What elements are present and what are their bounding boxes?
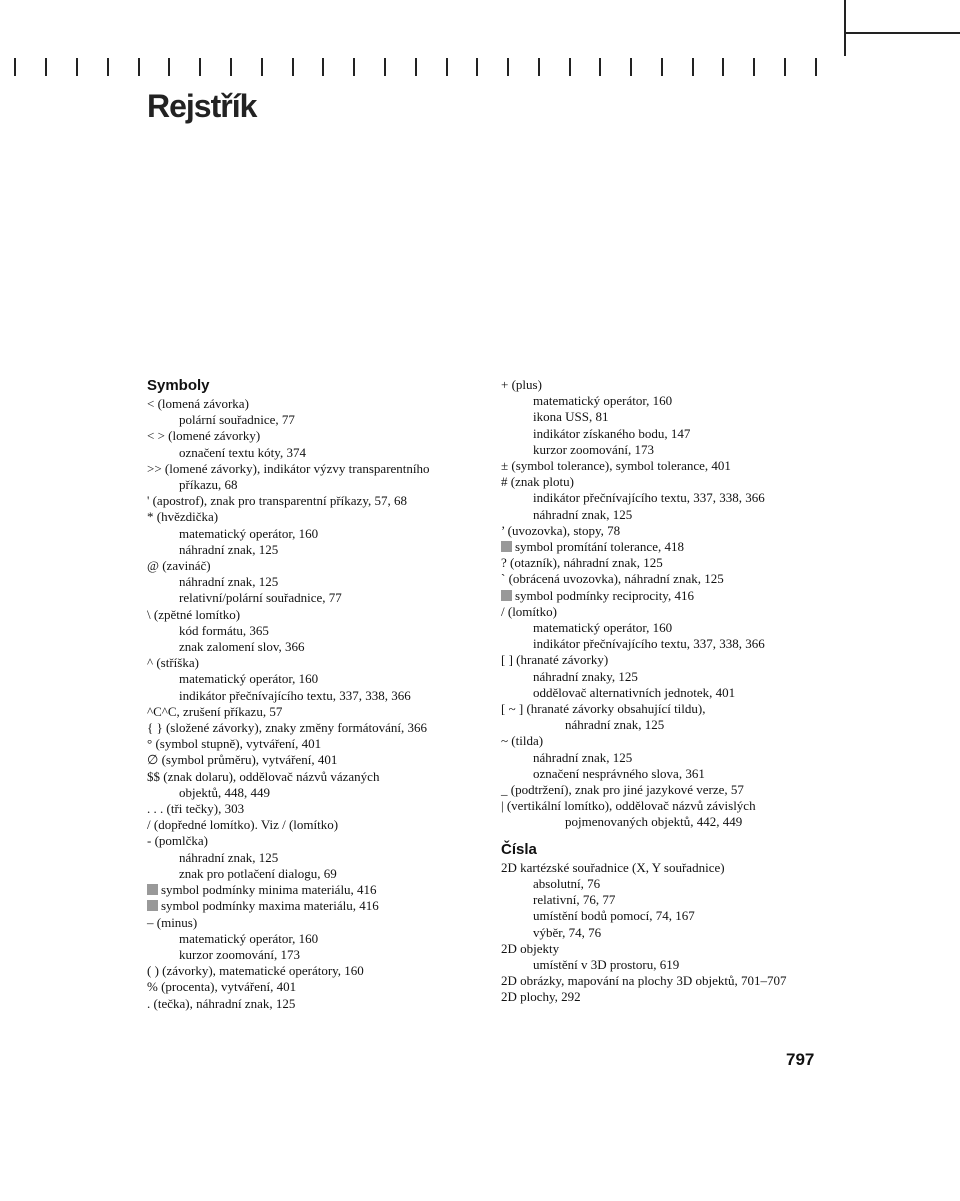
index-subentry: kurzor zoomování, 173 xyxy=(533,441,654,457)
index-entry: ’ (uvozovka), stopy, 78 xyxy=(501,522,621,538)
index-entry: % (procenta), vytváření, 401 xyxy=(147,979,297,995)
index-entry: – (minus) xyxy=(147,914,198,930)
index-subentry: indikátor přečnívajícího textu, 337, 338, 366 xyxy=(533,636,765,652)
index-subentry: náhradní znak, 125 xyxy=(179,849,279,865)
index-subentry: umístění bodů pomocí, 74, 167 xyxy=(533,908,695,924)
index-entry: >> (lomené závorky), indikátor výzvy transparentního xyxy=(147,460,430,476)
index-subentry: polární souřadnice, 77 xyxy=(179,412,295,428)
index-subentry: znak zalomení slov, 366 xyxy=(179,639,305,655)
index-entry: ^ (stříška) xyxy=(147,655,199,671)
index-entry: @ (zavináč) xyxy=(147,558,211,574)
index-entry-text: symbol podmínky minima materiálu, 416 xyxy=(161,882,377,898)
index-subentry: relativní/polární souřadnice, 77 xyxy=(179,590,342,606)
index-column-left xyxy=(147,377,477,1012)
index-subentry: kód formátu, 365 xyxy=(179,622,269,638)
index-entry: < > (lomené závorky) xyxy=(147,428,261,444)
index-entry: | (vertikální lomítko), oddělovač názvů závislých xyxy=(501,798,756,814)
index-subentry: umístění v 3D prostoru, 619 xyxy=(533,956,680,972)
index-column-right xyxy=(501,377,831,1006)
section-heading-symbols: Symboly xyxy=(147,377,210,394)
index-subentry: matematický operátor, 160 xyxy=(533,620,673,636)
index-subentry: označení nesprávného slova, 361 xyxy=(533,765,705,781)
index-entry-with-symbol xyxy=(147,882,477,898)
index-entry-with-symbol xyxy=(501,539,831,555)
index-subentry: výběr, 74, 76 xyxy=(533,924,602,940)
index-entry-continuation: náhradní znak, 125 xyxy=(565,717,665,733)
index-entry: / (dopředné lomítko). Viz / (lomítko) xyxy=(147,817,339,833)
gray-square-icon xyxy=(501,590,512,601)
trim-mark-vertical xyxy=(844,0,846,56)
index-entry: < (lomená závorka) xyxy=(147,396,249,411)
index-subentry: matematický operátor, 160 xyxy=(533,393,673,409)
index-entry: ° (symbol stupně), vytváření, 401 xyxy=(147,736,322,752)
index-entry: ' (apostrof), znak pro transparentní příkazy, 57, 68 xyxy=(147,493,407,509)
index-entry-continuation: příkazu, 68 xyxy=(179,477,238,493)
index-subentry: indikátor přečnívajícího textu, 337, 338, 366 xyxy=(533,490,765,506)
index-subentry: náhradní znaky, 125 xyxy=(533,668,638,684)
index-entry: 2D obrázky, mapování na plochy 3D objektů, 701–707 xyxy=(501,973,787,989)
index-subentry: náhradní znak, 125 xyxy=(533,749,633,765)
gray-square-icon xyxy=(147,884,158,895)
index-subentry: označení textu kóty, 374 xyxy=(179,444,306,460)
index-entry: 2D kartézské souřadnice (X, Y souřadnice) xyxy=(501,859,725,875)
gray-square-icon xyxy=(501,541,512,552)
index-entry: [ ] (hranaté závorky) xyxy=(501,652,609,668)
index-entry-text: symbol podmínky reciprocity, 416 xyxy=(515,587,694,603)
index-entry: / (lomítko) xyxy=(501,603,557,619)
index-entry: { } (složené závorky), znaky změny formátování, 366 xyxy=(147,720,427,736)
index-entry: - (pomlčka) xyxy=(147,833,209,849)
index-entry: $$ (znak dolaru), oddělovač názvů vázaných xyxy=(147,768,380,784)
page-number: 797 xyxy=(786,1050,815,1069)
section-heading-numbers: Čísla xyxy=(501,840,537,858)
index-subentry: náhradní znak, 125 xyxy=(179,541,279,557)
index-entry: * (hvězdička) xyxy=(147,509,219,525)
index-entry: ( ) (závorky), matematické operátory, 160 xyxy=(147,963,364,979)
index-entry: ? (otazník), náhradní znak, 125 xyxy=(501,555,663,571)
index-subentry: relativní, 76, 77 xyxy=(533,892,616,908)
page-title: Rejstřík xyxy=(147,88,257,124)
index-subentry: kurzor zoomování, 173 xyxy=(179,946,300,962)
index-subentry: oddělovač alternativních jednotek, 401 xyxy=(533,684,736,700)
index-subentry: absolutní, 76 xyxy=(533,875,601,891)
index-subentry: matematický operátor, 160 xyxy=(179,525,319,541)
index-entry: [ ~ ] (hranaté závorky obsahující tildu), xyxy=(501,701,706,717)
index-entry: \ (zpětné lomítko) xyxy=(147,606,241,622)
index-entry: # (znak plotu) xyxy=(501,474,574,490)
index-entry: . . . (tři tečky), 303 xyxy=(147,801,245,817)
index-subentry: matematický operátor, 160 xyxy=(179,671,319,687)
index-subentry: indikátor získaného bodu, 147 xyxy=(533,425,691,441)
index-entry-continuation: pojmenovaných objektů, 442, 449 xyxy=(565,814,743,830)
index-entry: + (plus) xyxy=(501,377,542,392)
index-subentry: indikátor přečnívajícího textu, 337, 338, 366 xyxy=(179,687,411,703)
index-subentry: matematický operátor, 160 xyxy=(179,930,319,946)
index-subentry: znak pro potlačení dialogu, 69 xyxy=(179,865,337,881)
index-entry: _ (podtržení), znak pro jiné jazykové verze, 57 xyxy=(501,782,744,798)
index-entry-text: symbol podmínky maxima materiálu, 416 xyxy=(161,898,379,914)
index-subentry: ikona USS, 81 xyxy=(533,409,609,425)
index-entry: 2D objekty xyxy=(501,940,560,956)
index-entry-continuation: objektů, 448, 449 xyxy=(179,784,270,800)
index-entry: ~ (tilda) xyxy=(501,733,544,749)
trim-mark-horizontal xyxy=(844,32,960,34)
gray-square-icon xyxy=(147,900,158,911)
index-entry: . (tečka), náhradní znak, 125 xyxy=(147,995,296,1011)
index-entry-with-symbol xyxy=(501,588,831,604)
index-subentry: náhradní znak, 125 xyxy=(533,506,633,522)
index-entry-text: symbol promítání tolerance, 418 xyxy=(515,539,684,555)
index-entry: 2D plochy, 292 xyxy=(501,989,581,1005)
index-entry-with-symbol xyxy=(147,898,477,914)
index-entry: ` (obrácená uvozovka), náhradní znak, 125 xyxy=(501,571,724,587)
index-entry: ± (symbol tolerance), symbol tolerance, 401 xyxy=(501,458,731,474)
index-subentry: náhradní znak, 125 xyxy=(179,574,279,590)
index-entry: ^C^C, zrušení příkazu, 57 xyxy=(147,703,283,719)
index-entry: ∅ (symbol průměru), vytváření, 401 xyxy=(147,752,338,768)
